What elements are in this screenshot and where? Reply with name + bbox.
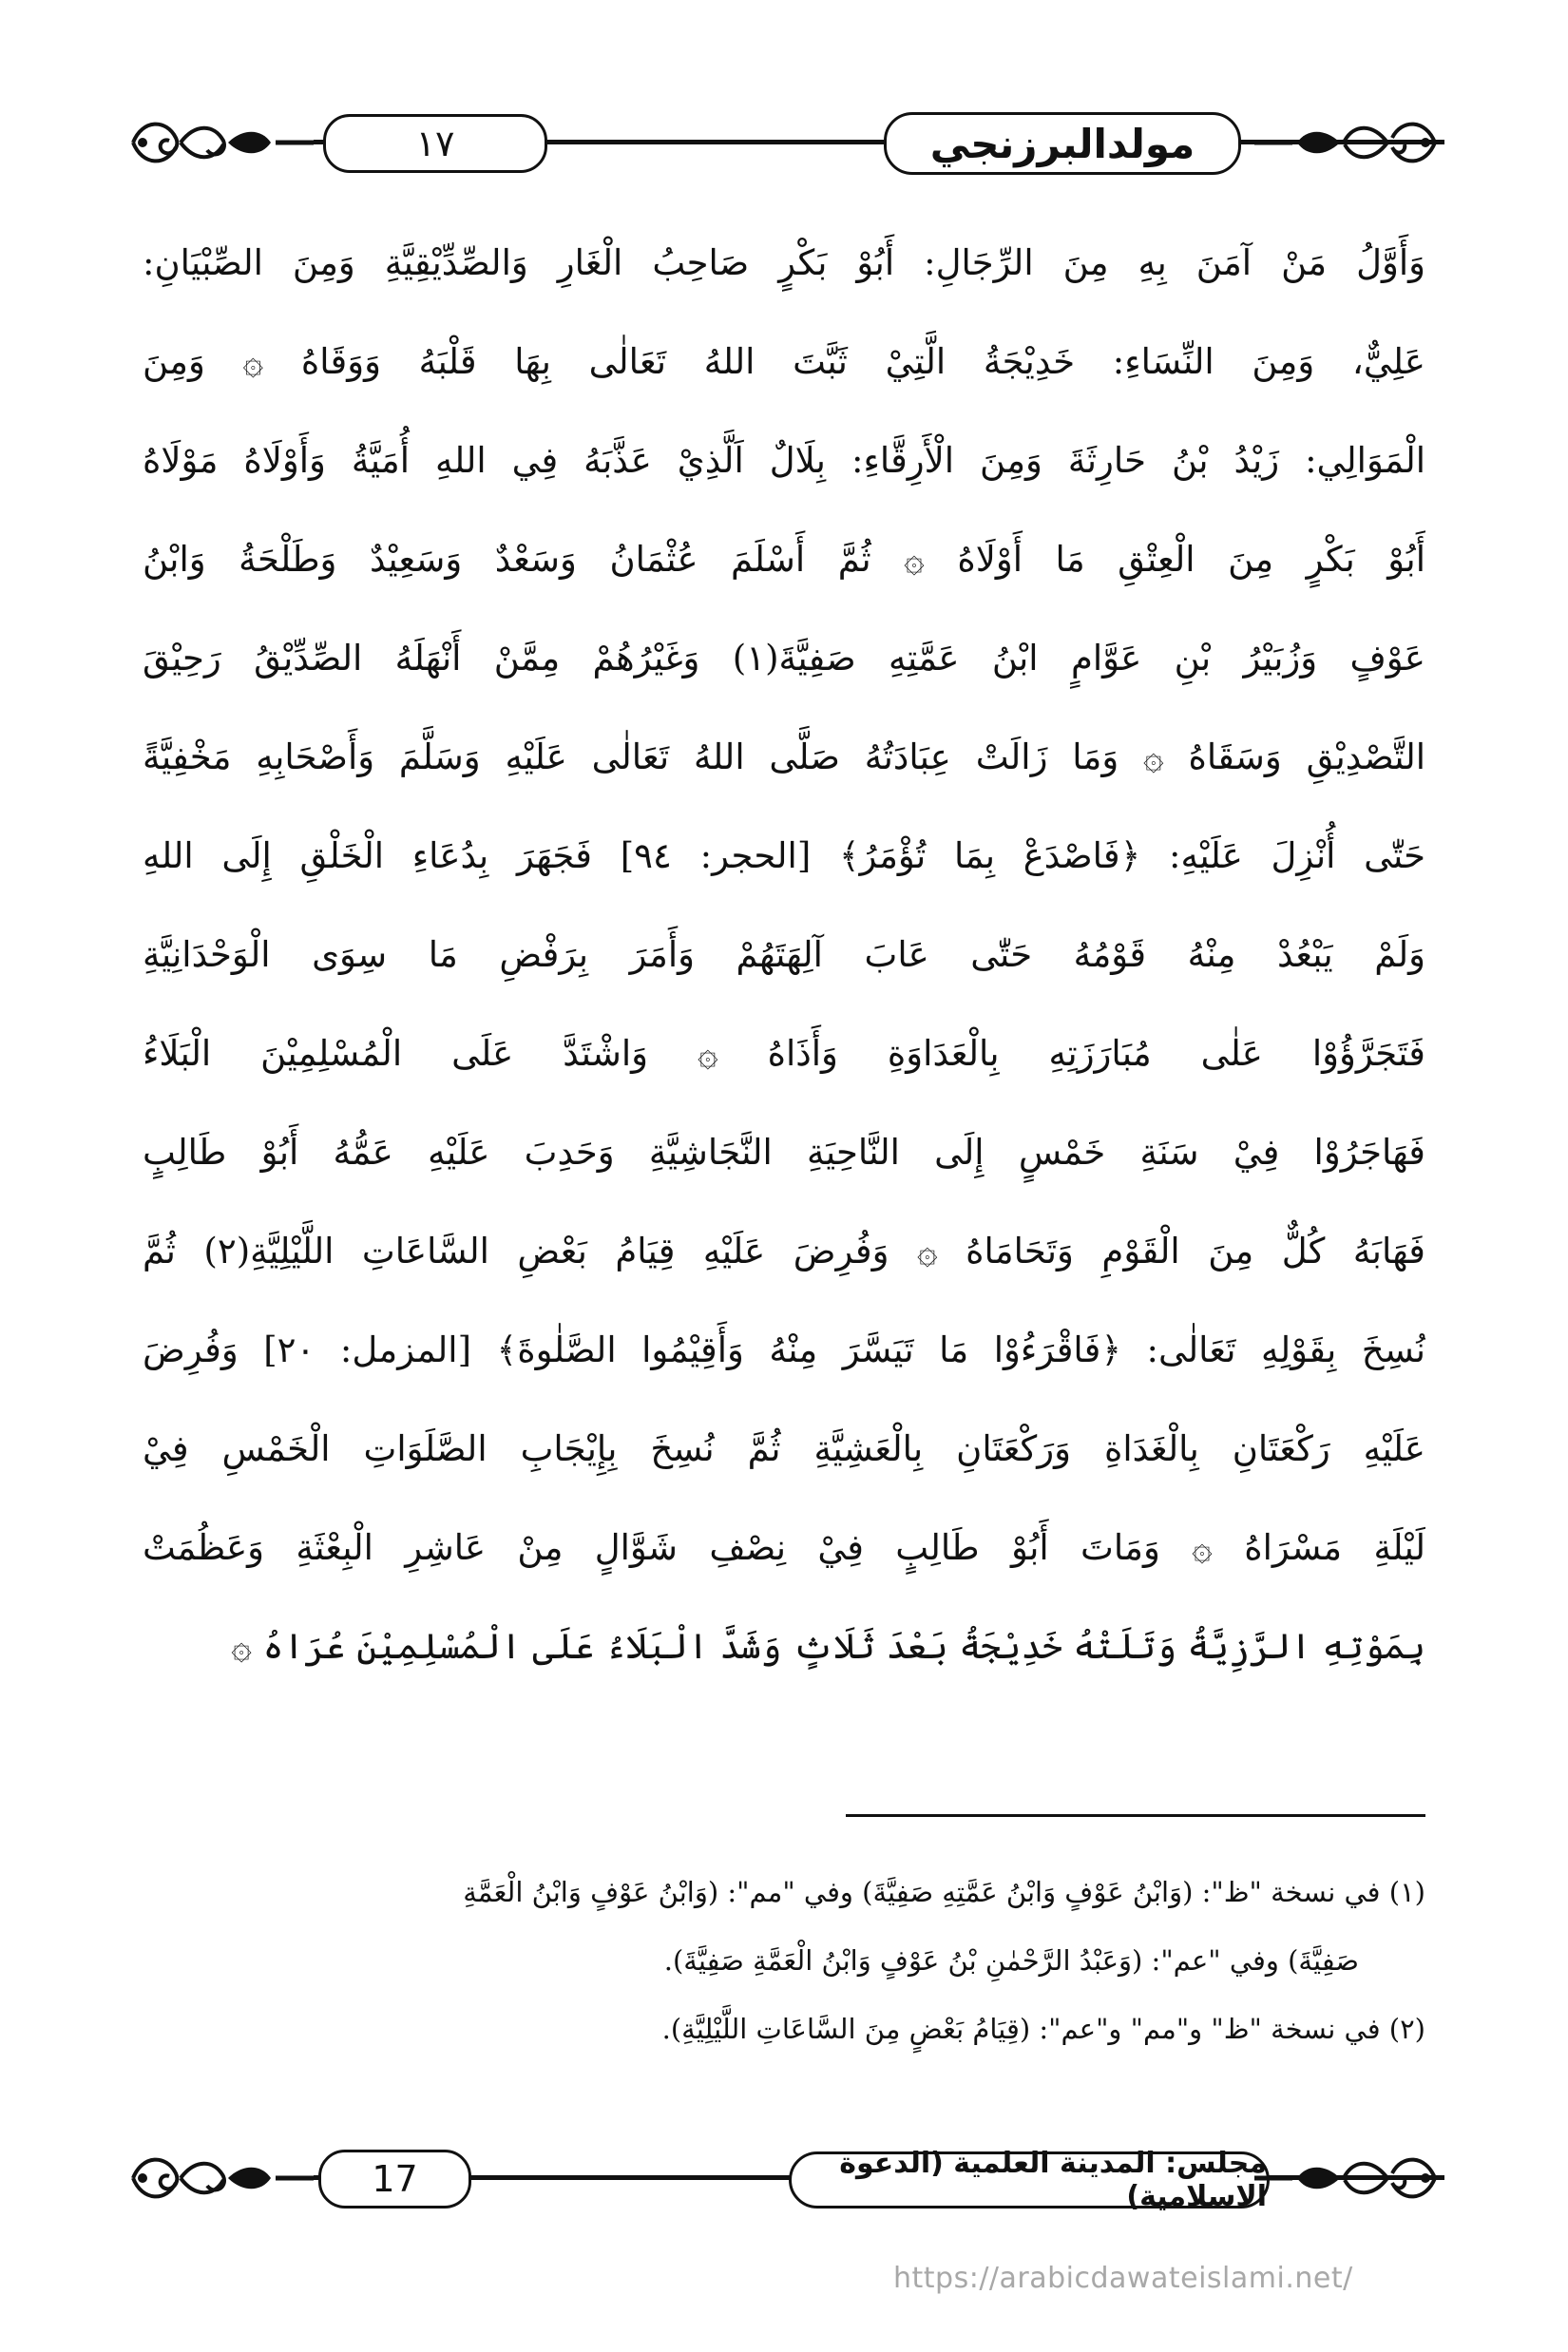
- text-line: أَبُوْ بَكْرٍ مِنَ الْعِتْقِ مَا أَوْلَاهُ ۞ ثُمَّ أَسْلَمَ عُثْمَانُ وَسَعْدٌ وَسَعِيْدٌ وَطَلْحَةُ وَابْنُ: [143, 539, 1425, 580]
- text-line: عَلَيْهِ رَكْعَتَانِ بِالْغَدَاةِ وَرَكْعَتَانِ بِالْعَشِيَّةِ ثُمَّ نُسِخَ بِإِيْجَابِ الصَّلَوَاتِ الْخَمْسِ فِيْ: [143, 1428, 1425, 1469]
- footer-band: [124, 2147, 1444, 2213]
- footnote-separator: [846, 1814, 1425, 1817]
- text-line: بِمَوْتِهِ الرَّزِيَّةُ وَتَلَتْهُ خَدِيْجَةُ بَعْدَ ثَلَاثٍ وَشَدَّ الْبَلَاءُ عَلَى الْمُسْلِمِيْنَ عُرَاهُ ۞: [231, 1626, 1425, 1667]
- footnotes: [143, 1858, 1425, 2063]
- footnote-line: صَفِيَّةَ) وفي "عم": (وَعَبْدُ الرَّحْمٰنِ بْنُ عَوْفٍ وَابْنُ الْعَمَّةِ صَفِيَّةَ).: [663, 1944, 1359, 1977]
- text-line: الْمَوَالِي: زَيْدُ بْنُ حَارِثَةَ وَمِنَ الْأَرِقَّاءِ: بِلَالٌ اَلَّذِيْ عَذَّبَهُ فِي اللهِ أُمَيَّةُ وَأَوْلَاهُ مَوْلَاهُ: [143, 440, 1425, 481]
- footnote-line: (١) في نسخة "ظ": (وَابْنُ عَوْفٍ وَابْنُ عَمَّتِهِ صَفِيَّةَ) وفي "مم": (وَابْنُ عَوْفٍ وَابْنُ الْعَمَّةِ: [463, 1876, 1425, 1908]
- text-line: وَأَوَّلُ مَنْ آمَنَ بِهِ مِنَ الرِّجَالِ: أَبُوْ بَكْرٍ صَاحِبُ الْغَارِ وَالصِّدِّيْقِيَّةِ وَمِنَ الصِّبْيَانِ:: [143, 242, 1425, 283]
- header-band: [124, 114, 1444, 171]
- text-line: لَيْلَةِ مَسْرَاهُ ۞ وَمَاتَ أَبُوْ طَالِبٍ فِيْ نِصْفِ شَوَّالٍ مِنْ عَاشِرِ الْبِعْثَةِ وَعَظُمَتْ: [143, 1527, 1425, 1568]
- text-line: وَلَمْ يَبْعُدْ مِنْهُ قَوْمُهُ حَتّٰى عَابَ آلِهَتَهُمْ وَأَمَرَ بِرَفْضِ مَا سِوَى الْوَحْدَانِيَّةِ: [143, 934, 1425, 975]
- text-line: نُسِخَ بِقَوْلِهِ تَعَالٰى: ﴿فَاقْرَءُوْا مَا تَيَسَّرَ مِنْهُ وَأَقِيْمُوا الصَّلٰوةَ﴾ [المزمل: ٢٠] وَفُرِضَ: [143, 1329, 1425, 1370]
- text-line: التَّصْدِيْقِ وَسَقَاهُ ۞ وَمَا زَالَتْ عِبَادَتُهُ صَلَّى اللهُ تَعَالٰى عَلَيْهِ وَسَلَّمَ وَأَصْحَابِهِ مَخْفِيَّةً: [143, 736, 1425, 777]
- ornament-left-icon: [124, 2150, 314, 2207]
- book-title: مولدالبرزنجي: [884, 112, 1241, 175]
- text-line: فَهَابَهُ كُلٌّ مِنَ الْقَوْمِ وَتَحَامَاهُ ۞ وَفُرِضَ عَلَيْهِ قِيَامُ بَعْضِ السَّاعَاتِ اللَّيْلِيَّةِ(٢) ثُمَّ: [143, 1231, 1425, 1272]
- watermark-url[interactable]: https://arabicdawateislami.net/: [893, 2262, 1353, 2295]
- page-number: 17: [318, 2150, 471, 2209]
- ornament-right-icon: [1254, 114, 1444, 171]
- footnote-line: (٢) في نسخة "ظ" و"مم" و"عم": (قِيَامُ بَعْضٍ مِنَ السَّاعَاتِ اللَّيْلِيَّةِ).: [661, 2013, 1425, 2045]
- ornament-right-icon: [1254, 2150, 1444, 2207]
- text-line: عَلِيٌّ، وَمِنَ النِّسَاءِ: خَدِيْجَةُ الَّتِيْ ثَبَّتَ اللهُ تَعَالٰى بِهَا قَلْبَهُ وَوَقَاهُ ۞ وَمِنَ: [143, 341, 1425, 382]
- publisher-name: مجلس: المدينة العلمية (الدعوة الاسلامية): [789, 2151, 1270, 2209]
- text-line: فَهَاجَرُوْا فِيْ سَنَةِ خَمْسٍ إِلَى النَّاحِيَةِ النَّجَاشِيَّةِ وَحَدِبَ عَلَيْهِ عَمُّهُ أَبُوْ طَالِبٍ: [143, 1132, 1425, 1173]
- ornament-left-icon: [124, 114, 314, 171]
- text-line: حَتّٰى أُنْزِلَ عَلَيْهِ: ﴿فَاصْدَعْ بِمَا تُؤْمَرُ﴾ [الحجر: ٩٤] فَجَهَرَ بِدُعَاءِ الْخَلْقِ إِلَى اللهِ: [143, 835, 1425, 876]
- page-number-arabic: ١٧: [323, 114, 547, 173]
- text-line: عَوْفٍ وَزُبَيْرُ بْنِ عَوَّامٍ ابْنُ عَمَّتِهِ صَفِيَّةَ(١) وَغَيْرُهُمْ مِمَّنْ أَنْهَلَهُ الصِّدِّيْقُ رَحِيْقَ: [143, 638, 1425, 679]
- main-text: [143, 214, 1425, 1696]
- text-line: فَتَجَرَّؤُوْا عَلٰى مُبَارَزَتِهِ بِالْعَدَاوَةِ وَأَذَاهُ ۞ وَاشْتَدَّ عَلَى الْمُسْلِمِيْنَ الْبَلَاءُ: [143, 1033, 1425, 1074]
